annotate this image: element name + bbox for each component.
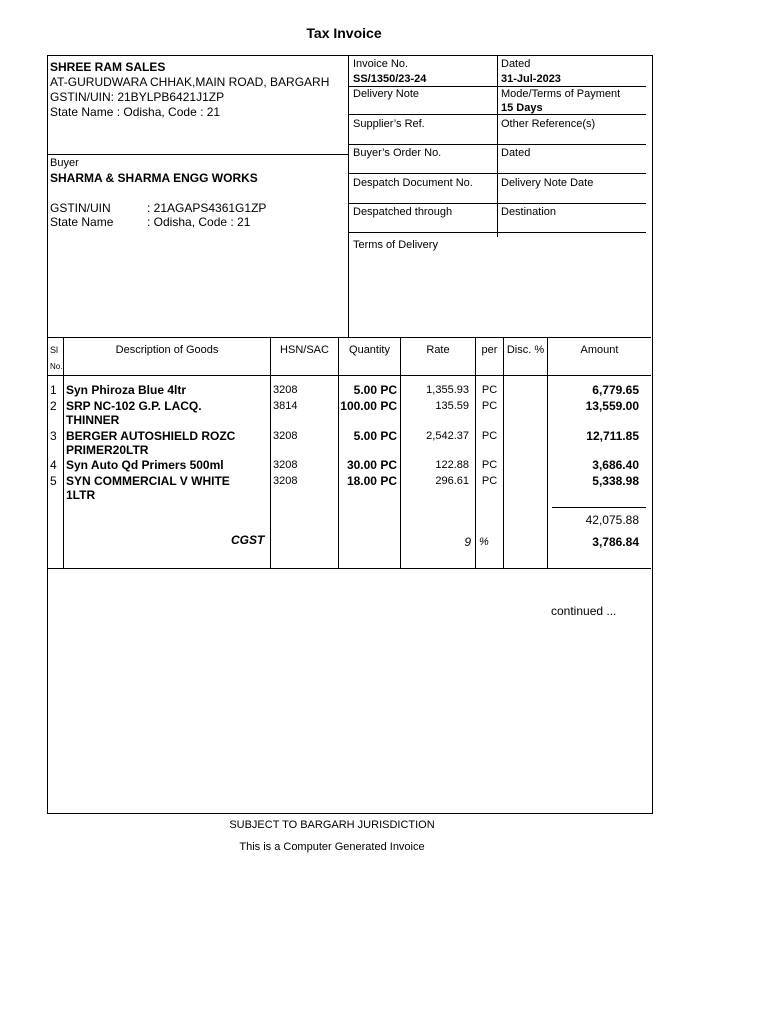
item-rate: 1,355.93: [426, 384, 469, 396]
item-qty: 30.00 PC: [346, 458, 397, 472]
buyer-name: SHARMA & SHARMA ENGG WORKS: [50, 171, 258, 185]
item-per: PC: [481, 475, 498, 487]
delivery-note-label: Delivery Note: [353, 88, 420, 100]
suppliers-ref-label: Supplier’s Ref.: [353, 118, 425, 130]
item-amount: 5,338.98: [592, 474, 639, 488]
seller-name: SHREE RAM SALES: [50, 60, 166, 74]
delivery-note-date-label: Delivery Note Date: [501, 177, 594, 189]
table-bottom-line: [48, 568, 651, 569]
meta-line: [349, 203, 646, 204]
item-desc: BERGER AUTOSHIELD ROZC: [66, 429, 236, 443]
meta-line: [349, 114, 646, 115]
page-title: Tax Invoice: [306, 25, 382, 41]
col-line: [338, 338, 339, 568]
buyers-order-label: Buyer’s Order No.: [353, 147, 442, 159]
item-per: PC: [481, 459, 498, 471]
despatch-doc-label: Despatch Document No.: [353, 177, 473, 189]
table-header-line: [48, 375, 651, 376]
item-desc: SYN COMMERCIAL V WHITE: [66, 474, 230, 488]
item-desc: Syn Phiroza Blue 4ltr: [66, 383, 187, 397]
item-desc: Syn Auto Qd Primers 500ml: [66, 458, 224, 472]
item-hsn: 3208: [273, 430, 298, 442]
tax-unit: %: [479, 536, 489, 548]
item-per: PC: [481, 430, 498, 442]
invoice-no: SS/1350/23-24: [353, 73, 427, 85]
table-top-line: [48, 337, 651, 338]
item-sl: 2: [50, 399, 57, 413]
mode-terms-value: 15 Days: [501, 102, 543, 114]
meta-divider: [497, 56, 498, 237]
item-rate: 2,542.37: [426, 430, 469, 442]
item-hsn: 3814: [273, 400, 298, 412]
destination-label: Destination: [501, 206, 557, 218]
meta-line: [498, 86, 646, 87]
item-qty: 100.00 PC: [340, 399, 397, 413]
continued-note: continued ...: [551, 604, 617, 618]
item-hsn: 3208: [273, 384, 298, 396]
col-line: [547, 338, 548, 568]
item-amount: 3,686.40: [592, 458, 639, 472]
buyer-state-value: : Odisha, Code : 21: [147, 215, 251, 229]
item-hsn: 3208: [273, 475, 298, 487]
col-rate: Rate: [426, 344, 450, 356]
item-sl: 4: [50, 458, 57, 472]
subtotal-rule: [552, 507, 646, 508]
item-qty: 18.00 PC: [346, 474, 397, 488]
col-sl: Sl: [50, 345, 59, 355]
meta-line: [349, 173, 646, 174]
meta-line: [349, 232, 646, 233]
item-rate: 135.59: [435, 400, 469, 412]
col-line: [63, 338, 64, 568]
mode-terms-label: Mode/Terms of Payment: [501, 88, 621, 100]
col-per: per: [481, 344, 498, 356]
item-per: PC: [481, 400, 498, 412]
col-no: No.: [50, 362, 63, 371]
item-rate: 296.61: [435, 475, 469, 487]
tax-amount: 3,786.84: [592, 535, 639, 549]
col-disc: Disc. %: [506, 344, 545, 356]
col-quantity: Quantity: [349, 344, 390, 356]
col-line: [270, 338, 271, 568]
col-description: Description of Goods: [115, 344, 219, 356]
item-hsn: 3208: [273, 459, 298, 471]
col-line: [475, 338, 476, 568]
order-dated-label: Dated: [501, 147, 531, 159]
col-amount: Amount: [580, 344, 619, 356]
header-divider: [348, 56, 349, 337]
col-line: [503, 338, 504, 568]
tax-rate: 9: [464, 535, 471, 549]
invoice-date: 31-Jul-2023: [501, 73, 561, 85]
item-amount: 6,779.65: [592, 383, 639, 397]
seller-state: State Name : Odisha, Code : 21: [50, 105, 221, 119]
item-sl: 1: [50, 383, 57, 397]
dated-label: Dated: [501, 58, 531, 70]
buyer-state-label: State Name: [50, 215, 114, 229]
computer-generated-note: This is a Computer Generated Invoice: [239, 841, 425, 853]
other-refs-label: Other Reference(s): [501, 118, 596, 130]
meta-line: [349, 144, 646, 145]
item-qty: 5.00 PC: [353, 429, 397, 443]
subtotal: 42,075.88: [585, 513, 639, 527]
invoice-no-label: Invoice No.: [353, 58, 409, 70]
item-sl: 5: [50, 474, 57, 488]
item-desc-cont: 1LTR: [66, 488, 96, 502]
item-desc-cont: THINNER: [66, 413, 120, 427]
item-amount: 12,711.85: [586, 429, 639, 443]
seller-gstin: GSTIN/UIN: 21BYLPB6421J1ZP: [50, 90, 225, 104]
tax-label: CGST: [231, 533, 265, 547]
col-line: [400, 338, 401, 568]
item-desc-cont: PRIMER20LTR: [66, 443, 149, 457]
buyer-gstin-label: GSTIN/UIN: [50, 201, 111, 215]
seller-address: AT-GURUDWARA CHHAK,MAIN ROAD, BARGARH: [50, 75, 330, 89]
jurisdiction-note: SUBJECT TO BARGARH JURISDICTION: [229, 819, 435, 831]
buyer-gstin-value: : 21AGAPS4361G1ZP: [147, 201, 267, 215]
item-rate: 122.88: [435, 459, 469, 471]
item-amount: 13,559.00: [585, 399, 639, 413]
despatched-through-label: Despatched through: [353, 206, 453, 218]
buyer-label: Buyer: [50, 157, 79, 169]
col-hsn: HSN/SAC: [280, 344, 329, 356]
divider-seller-buyer: [48, 154, 348, 155]
meta-line: [349, 86, 497, 87]
terms-delivery-label: Terms of Delivery: [353, 239, 438, 251]
item-qty: 5.00 PC: [353, 383, 397, 397]
item-per: PC: [481, 384, 498, 396]
item-desc: SRP NC-102 G.P. LACQ.: [66, 399, 202, 413]
item-sl: 3: [50, 429, 57, 443]
